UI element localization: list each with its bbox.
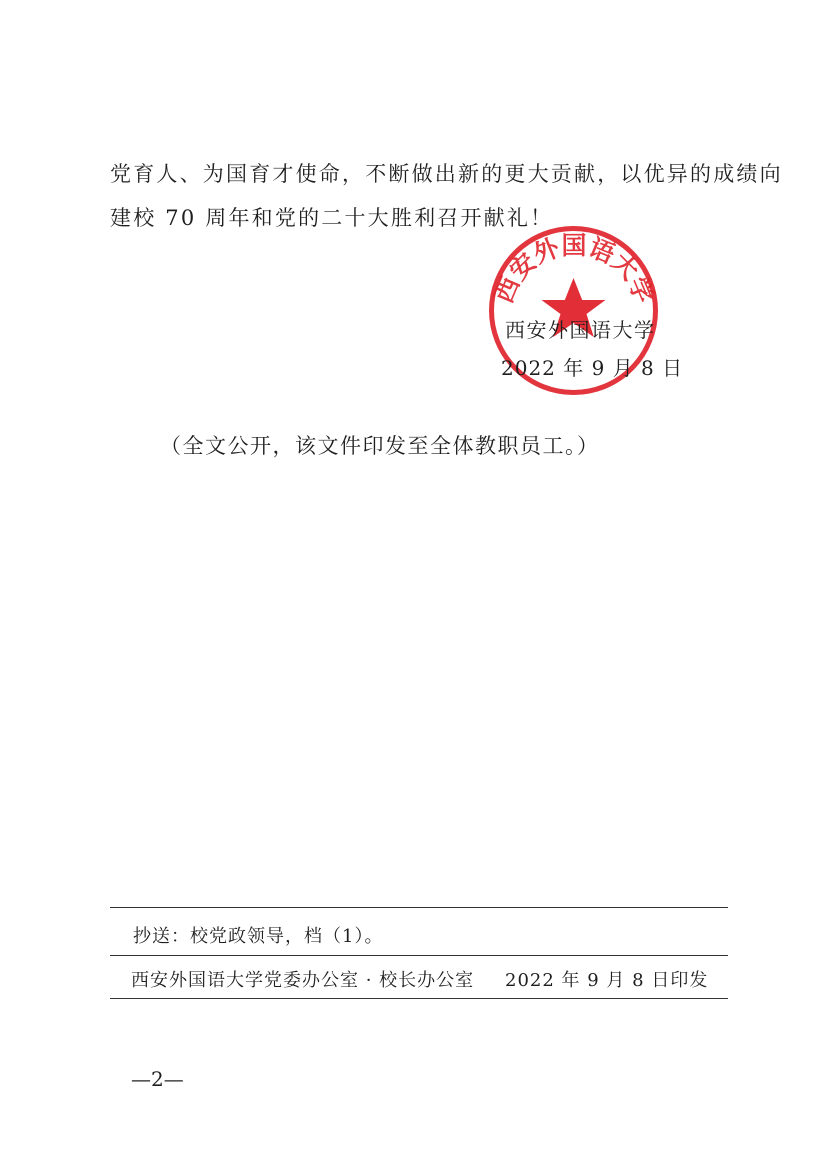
footer-divider-middle xyxy=(110,955,728,956)
issue-date: 2022 年 9 月 8 日印发 xyxy=(505,970,709,991)
seal-arc-text: 西安外国语大学 xyxy=(488,230,660,308)
footer-divider-top xyxy=(110,907,728,908)
body-text-line: 建校 70 周年和党的二十大胜利召开献礼！ xyxy=(110,206,554,230)
cc-line: 抄送：校党政领导，档（1）。 xyxy=(133,926,384,947)
signature-date: 2022 年 9 月 8 日 xyxy=(501,356,684,380)
distribution-note: （全文公开，该文件印发至全体教职员工。） xyxy=(160,434,600,458)
body-text-line: 党育人、为国育才使命，不断做出新的更大贡献，以优异的成绩向 xyxy=(110,162,783,186)
issuer-name: 西安外国语大学党委办公室 · 校长办公室 xyxy=(131,970,475,991)
page-number: —2— xyxy=(131,1067,184,1091)
footer-divider-bottom xyxy=(110,998,728,999)
signature-organization: 西安外国语大学 xyxy=(505,318,656,342)
